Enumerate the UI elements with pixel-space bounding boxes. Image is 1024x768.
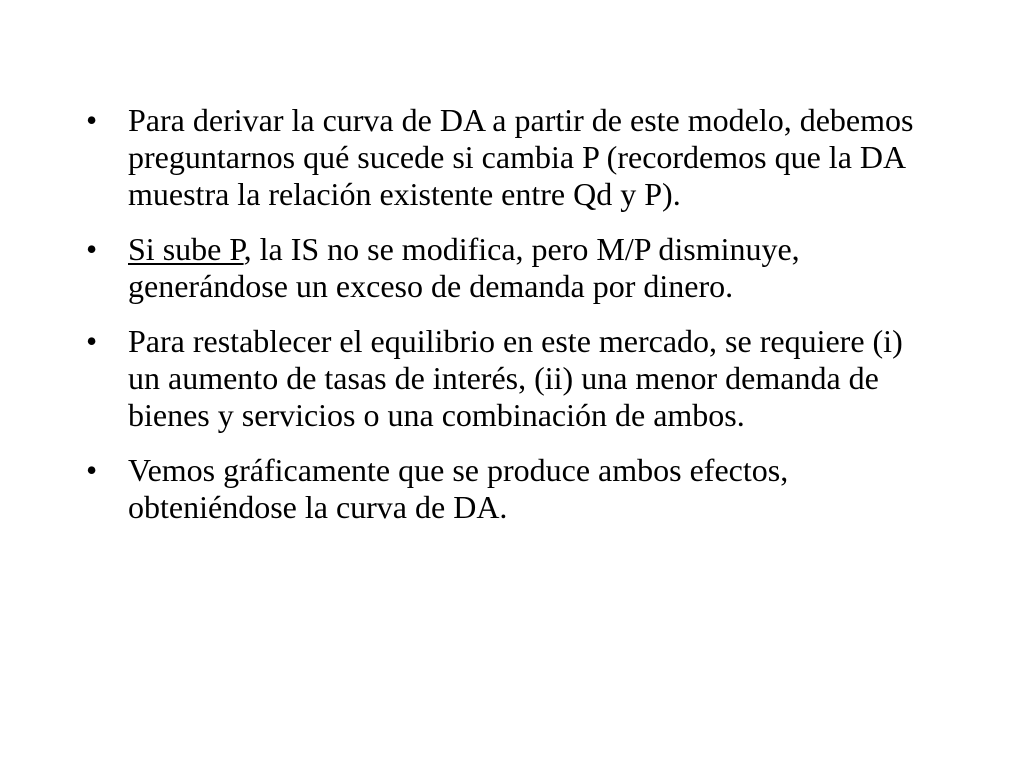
bullet-item-sube-p bbox=[86, 231, 916, 305]
bullet-icon: • bbox=[86, 231, 98, 267]
bullet-text: Vemos gráficamente que se produce ambos efectos, obteniéndose la curva de DA. bbox=[128, 452, 789, 525]
bullet-item-restablecer bbox=[86, 323, 916, 434]
bullet-icon: • bbox=[86, 102, 98, 138]
bullet-item-derivar bbox=[86, 102, 916, 213]
bullet-text: Para derivar la curva de DA a partir de este modelo, debemos preguntarnos qué sucede si cambia P (recordemos que la DA muestra la relación existente entre Qd y P). bbox=[128, 102, 914, 212]
bullet-icon: • bbox=[86, 323, 98, 359]
bullet-underlined-text: Si sube P bbox=[128, 231, 244, 267]
bullet-text: Para restablecer el equilibrio en este mercado, se requiere (i) un aumento de tasas de interés, (ii) una menor demanda de bienes y servicios o una combinación de ambos. bbox=[128, 323, 903, 433]
bullet-item-vemos bbox=[86, 452, 916, 526]
bullet-text: , la IS no se modifica, pero M/P disminuye, generándose un exceso de demanda por dinero. bbox=[128, 231, 800, 304]
bullet-list bbox=[86, 102, 916, 544]
bullet-icon: • bbox=[86, 452, 98, 488]
